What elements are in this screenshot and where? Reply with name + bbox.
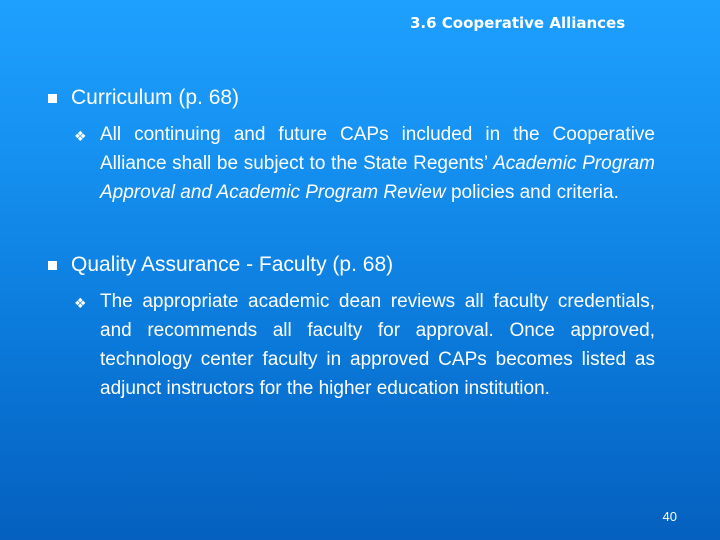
text-before: All continuing and future CAPs included in the Cooperative Alliance shall be subject to the State Regents’ bbox=[100, 124, 655, 174]
section-curriculum bbox=[48, 86, 688, 207]
text-after: policies and criteria. bbox=[445, 182, 619, 203]
sub-bullet-text bbox=[100, 120, 655, 207]
diamond-bullet-icon: ❖ bbox=[74, 128, 87, 144]
square-bullet-icon bbox=[48, 261, 57, 270]
sub-bullet-item bbox=[48, 120, 688, 207]
sub-bullet-text: The appropriate academic dean reviews all faculty credentials, and recommends all faculty for approval. Once approved, technology center faculty in approved CAPs becomes listed as adjunct instructors for the higher education institution. bbox=[100, 291, 655, 399]
diamond-bullet-icon: ❖ bbox=[74, 295, 87, 311]
section-heading: Quality Assurance - Faculty (p. 68) bbox=[71, 253, 394, 276]
section-heading-row bbox=[48, 253, 688, 277]
section-quality-assurance bbox=[48, 253, 688, 403]
slide-title: 3.6 Cooperative Alliances bbox=[410, 14, 626, 32]
section-heading-row bbox=[48, 86, 688, 110]
page-number: 40 bbox=[662, 509, 677, 524]
sub-bullet-item bbox=[48, 287, 688, 403]
section-heading: Curriculum (p. 68) bbox=[71, 86, 240, 109]
square-bullet-icon bbox=[48, 94, 57, 103]
italic-policy-names: Academic Program Approval and Academic Program Review bbox=[100, 153, 655, 203]
